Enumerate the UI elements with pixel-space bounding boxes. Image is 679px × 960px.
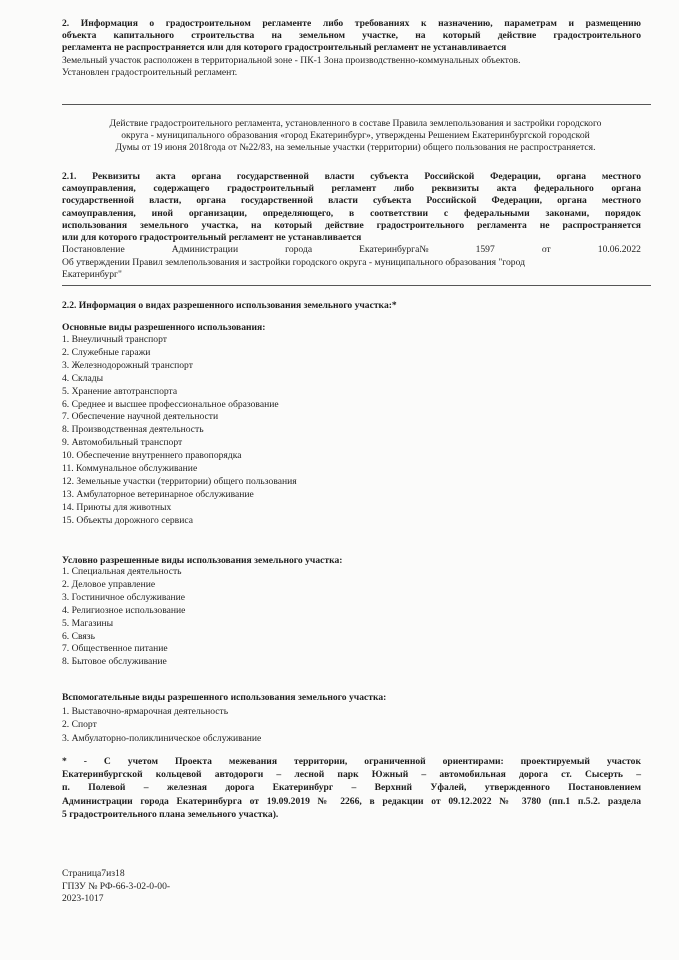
section-2-heading-line: объекта капитального строительства на земельном участке, на который действие градостроительного <box>62 30 641 42</box>
list-item: 8. Производственная деятельность <box>62 424 204 436</box>
conditional-uses-list <box>62 566 641 669</box>
section-2-2-heading: 2.2. Информация о видах разрешенного использования земельного участка:* <box>62 300 397 311</box>
list-item: 1. Специальная деятельность <box>62 566 182 577</box>
regulation-note <box>62 118 649 155</box>
gpzu-number: ГПЗУ № РФ-66-3-02-0-00- <box>62 880 171 892</box>
section-2-heading-line: регламента не распространяется или для которого градостроительный регламент не устанавливается <box>62 42 507 54</box>
list-item: 8. Бытовое обслуживание <box>62 656 167 668</box>
list-item: 7. Обеспечение научной деятельности <box>62 411 219 423</box>
list-item: 5. Магазины <box>62 617 114 629</box>
footnote-line: п. Полевой – железная дорога Екатеринбург – Верхний Уфалей, утвержденного Постановлением <box>62 782 641 794</box>
list-item: 1. Внеуличный транспорт <box>62 334 167 345</box>
list-item: 9. Автомобильный транспорт <box>62 437 183 449</box>
list-item: 6. Среднее и высшее профессиональное образование <box>62 398 279 410</box>
section-2-1-heading-line: государственной власти, органа государственной власти субъекта Российской Федерации, органа местного <box>62 195 641 207</box>
list-item: 4. Религиозное использование <box>62 604 186 616</box>
list-item: 12. Земельные участки (территории) общего пользования <box>62 475 297 487</box>
section-2-text <box>62 55 641 79</box>
list-item: 11. Коммунальное обслуживание <box>62 463 198 475</box>
auxiliary-uses-list <box>62 705 641 745</box>
list-item: 7. Общественное питание <box>62 643 168 655</box>
list-item: 4. Склады <box>62 372 104 384</box>
resolution-title-line: Об утверждении Правил землепользования и застройки городского округа - муниципального образования "город <box>62 257 525 268</box>
footnote-line: Администрации города Екатеринбурга от 19.09.2019 № 2266, в редакции от 09.12.2022 № 3780 (пп.1 п.5.2. раздела <box>62 795 641 807</box>
list-item: 3. Гостиничное обслуживание <box>62 591 186 603</box>
list-item: 6. Связь <box>62 630 95 642</box>
resolution-title-line: Екатеринбург" <box>62 269 122 281</box>
resolution-date: 10.06.2022 <box>597 244 641 255</box>
list-item: 14. Приюты для животных <box>62 501 172 513</box>
zone-text: Земельный участок расположен в территориальной зоне - ПК-1 Зона производственно-коммунальных объектов. <box>62 55 521 66</box>
divider <box>62 104 651 105</box>
section-2-1-heading-line: 2.1. Реквизиты акта органа государственной власти субъекта Российской Федерации, органа местного <box>62 171 641 182</box>
main-uses-title: Основные виды разрешенного использования: <box>62 322 266 333</box>
list-item: 2. Деловое управление <box>62 578 156 590</box>
list-item: 5. Хранение автотранспорта <box>62 385 178 397</box>
resolution-word: Екатеринбурга№ <box>359 244 429 255</box>
page-number: Страница7из18 <box>62 868 125 879</box>
list-item: 3. Амбулаторно-поликлиническое обслуживание <box>62 732 262 744</box>
section-2-1-heading-line: или для которого градостроительный регламент не устанавливается <box>62 232 362 244</box>
list-item: 1. Выставочно-ярмарочная деятельность <box>62 706 229 717</box>
section-2-1-heading <box>62 171 641 244</box>
footnote-line: * - С учетом Проекта межевания территории, ограниченной ориентирами: проектируемый участок <box>62 756 641 767</box>
footnote-line: 5 градостроительного плана земельного участка). <box>62 808 279 820</box>
list-item: 2. Служебные гаражи <box>62 346 151 358</box>
list-item: 13. Амбулаторное ветеринарное обслуживание <box>62 488 254 500</box>
list-item: 15. Объекты дорожного сервиса <box>62 514 193 526</box>
regulation-note-line: округа - муниципального образования «город Екатеринбург», утверждены Решением Екатеринбургской городской <box>121 130 590 142</box>
section-2-1-heading-line: самоуправления, иной организации, определяющего, в соответствии с федеральными законами, порядок <box>62 207 641 219</box>
list-item: 10. Обеспечение внутреннего правопорядка <box>62 450 242 462</box>
resolution-word: Администрации <box>171 244 239 255</box>
regulation-established-text: Установлен градостроительный регламент. <box>62 67 238 79</box>
section-2-heading-line: 2. Информация о градостроительном регламенте либо требованиях к назначению, параметрам и размещению <box>62 18 641 29</box>
divider <box>62 285 651 286</box>
gpzu-number-cont: 2023-1017 <box>62 893 104 905</box>
regulation-note-line: Действие градостроительного регламента, установленного в составе Правила землепользования и застройки городского <box>109 118 602 129</box>
footnote-line: Екатеринбургской кольцевой автодороги – лесной парк Южный – автомобильная дорога ст. Сысерть – <box>62 769 641 781</box>
resolution-word: Постановление <box>62 244 125 255</box>
resolution-row <box>62 244 641 256</box>
footnote <box>62 755 641 821</box>
page-footer <box>62 868 641 906</box>
section-2-1-heading-line: использования земельного участка, на который действие градостроительного регламента не распространяется <box>62 219 641 231</box>
conditional-uses-title: Условно разрешенные виды использования земельного участка: <box>62 555 343 566</box>
resolution-word: города <box>285 244 313 255</box>
main-uses-list <box>62 334 641 528</box>
section-2-1-heading-line: самоуправления, содержащего градостроительный регламент либо реквизиты акта федерального органа <box>62 183 641 195</box>
resolution-line <box>62 244 641 256</box>
resolution-word: от <box>541 244 551 255</box>
auxiliary-uses-title: Вспомогательные виды разрешенного использования земельного участка: <box>62 692 387 703</box>
resolution-title <box>62 257 649 281</box>
list-item: 2. Спорт <box>62 719 97 731</box>
regulation-note-line: Думы от 19 июня 2018года от №22/83, на земельные участки (территории) общего пользования не распространяется. <box>115 142 596 154</box>
resolution-number: 1597 <box>475 244 495 255</box>
list-item: 3. Железнодорожный транспорт <box>62 359 193 371</box>
section-2-heading <box>62 18 641 55</box>
